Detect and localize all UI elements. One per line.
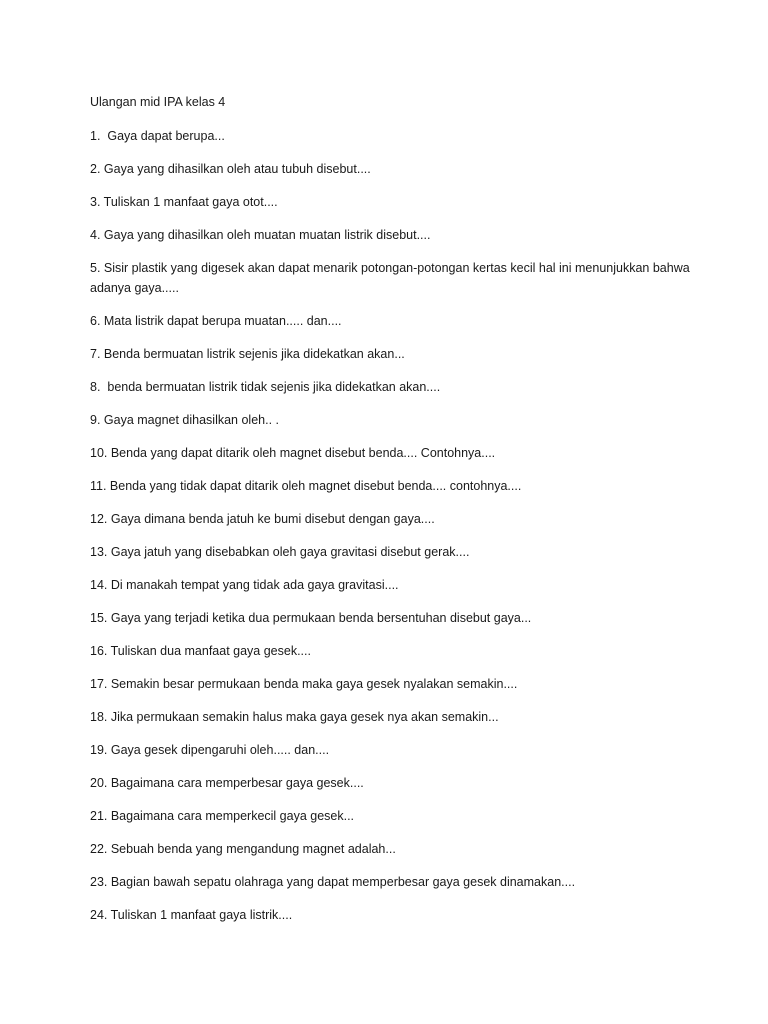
question-23: 23. Bagian bawah sepatu olahraga yang dapat memperbesar gaya gesek dinamakan.... <box>90 875 576 889</box>
question-8: 8. benda bermuatan listrik tidak sejenis jika didekatkan akan.... <box>90 380 441 394</box>
question-24: 24. Tuliskan 1 manfaat gaya listrik.... <box>90 908 293 922</box>
question-15: 15. Gaya yang terjadi ketika dua permukaan benda bersentuhan disebut gaya... <box>90 611 532 625</box>
question-17: 17. Semakin besar permukaan benda maka gaya gesek nyalakan semakin.... <box>90 677 518 691</box>
question-2: 2. Gaya yang dihasilkan oleh atau tubuh disebut.... <box>90 162 371 176</box>
question-16: 16. Tuliskan dua manfaat gaya gesek.... <box>90 644 311 658</box>
document-title: Ulangan mid IPA kelas 4 <box>90 95 226 109</box>
question-7: 7. Benda bermuatan listrik sejenis jika didekatkan akan... <box>90 347 405 361</box>
question-18: 18. Jika permukaan semakin halus maka gaya gesek nya akan semakin... <box>90 710 499 724</box>
question-list <box>90 126 694 925</box>
question-6: 6. Mata listrik dapat berupa muatan..... dan.... <box>90 314 342 328</box>
question-4: 4. Gaya yang dihasilkan oleh muatan muatan listrik disebut.... <box>90 228 431 242</box>
question-1: 1. Gaya dapat berupa... <box>90 129 225 143</box>
document-content <box>90 93 694 938</box>
question-10: 10. Benda yang dapat ditarik oleh magnet disebut benda.... Contohnya.... <box>90 446 496 460</box>
question-22: 22. Sebuah benda yang mengandung magnet adalah... <box>90 842 396 856</box>
question-14: 14. Di manakah tempat yang tidak ada gaya gravitasi.... <box>90 578 399 592</box>
question-9: 9. Gaya magnet dihasilkan oleh.. . <box>90 413 280 427</box>
question-12: 12. Gaya dimana benda jatuh ke bumi disebut dengan gaya.... <box>90 512 435 526</box>
question-20: 20. Bagaimana cara memperbesar gaya gesek.... <box>90 776 364 790</box>
question-3: 3. Tuliskan 1 manfaat gaya otot.... <box>90 195 278 209</box>
question-13: 13. Gaya jatuh yang disebabkan oleh gaya gravitasi disebut gerak.... <box>90 545 470 559</box>
question-21: 21. Bagaimana cara memperkecil gaya gesek... <box>90 809 355 823</box>
question-19: 19. Gaya gesek dipengaruhi oleh..... dan.... <box>90 743 330 757</box>
question-11: 11. Benda yang tidak dapat ditarik oleh magnet disebut benda.... contohnya.... <box>90 479 522 493</box>
question-5: 5. Sisir plastik yang digesek akan dapat menarik potongan-potongan kertas kecil hal ini menunjukkan bahwa adanya gaya..... <box>90 261 694 295</box>
